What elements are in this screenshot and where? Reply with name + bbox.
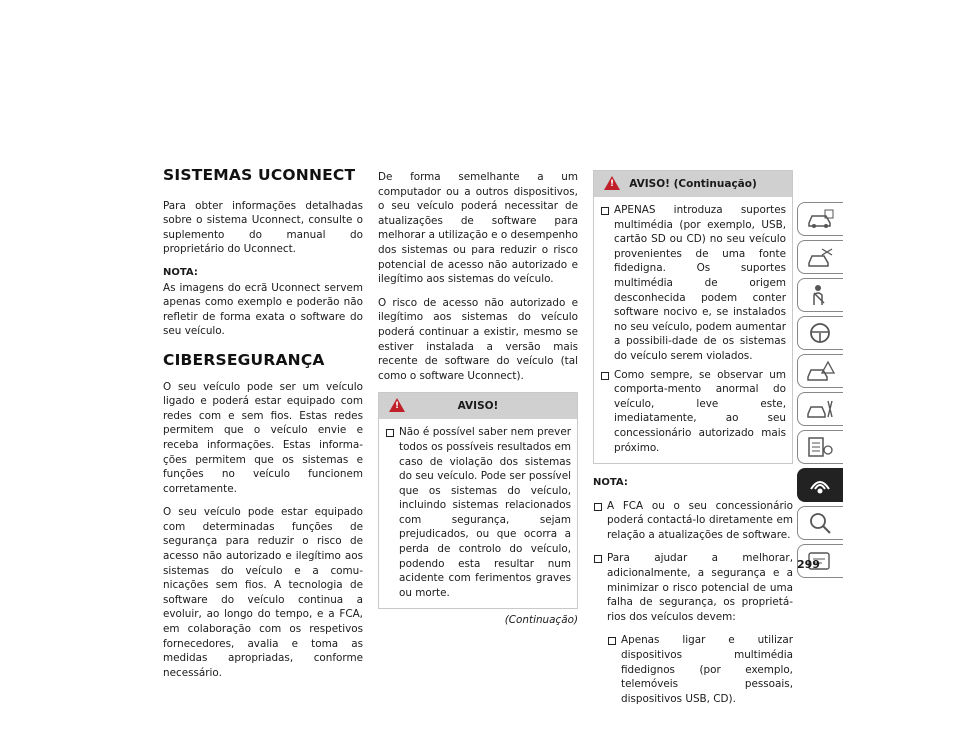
multimedia-icon xyxy=(806,473,836,497)
note-text: As imagens do ecrã Uconnect servem apenas como exemplo e poderão não refletir de forma exata o software do seu veículo. xyxy=(163,281,363,338)
warning-title: AVISO! xyxy=(457,400,499,413)
section-heading-cybersecurity: CIBERSEGURANÇA xyxy=(163,350,325,369)
warning-header xyxy=(594,170,792,197)
paragraph: O seu veículo pode estar equipado com determinadas funções de segurança para reduzir o risco de acesso não autorizado e ilegítimo aos sistemas do veículo e a comu-nicações sem fios. A tecnologia de software do veículo continua a evoluir, ao longo do tempo, e a FCA, em colaboração com os respetivos fornecedores, avalia e toma as medidas apropriadas, conforme necessário. xyxy=(163,506,363,679)
note-item: Para ajudar a melhorar, adicionalmente, a segurança e a minimizar o risco potencial de uma falha de segurança, os proprietá-rios dos veículos devem: xyxy=(593,551,793,624)
note-label: NOTA: xyxy=(163,266,198,278)
note-sub-item: Apenas ligar e utilizar dispositivos multimédia fidedignos (por exemplo, telemóveis pessoais, dispositivos USB, CD). xyxy=(607,633,793,706)
tab-car-service[interactable] xyxy=(797,392,843,426)
specs-list-icon xyxy=(806,435,836,459)
search-index-icon xyxy=(806,511,836,535)
paragraph: Para obter informações detalhadas sobre o sistema Uconnect, consulte o suplemento do manual do proprietário do Uconnect. xyxy=(163,199,363,256)
car-warning-icon xyxy=(806,359,836,383)
car-signal-icon xyxy=(806,245,836,269)
warning-box-continued xyxy=(593,170,793,464)
page-number: 299 xyxy=(797,558,820,571)
tab-car-info[interactable] xyxy=(797,202,843,236)
warning-title: AVISO! (Continuação) xyxy=(629,178,757,190)
section-heading-uconnect: SISTEMAS UCONNECT xyxy=(163,166,356,184)
tab-specs[interactable] xyxy=(797,430,843,464)
car-info-icon xyxy=(806,207,836,231)
column-1 xyxy=(163,168,363,689)
warning-box xyxy=(378,392,578,609)
note xyxy=(163,266,363,339)
column-3 xyxy=(593,170,793,710)
tab-car-signal[interactable] xyxy=(797,240,843,274)
continued-label: (Continuação) xyxy=(504,614,578,627)
steering-wheel-icon xyxy=(806,321,836,345)
note-item: A FCA ou o seu concessionário poderá contactá-lo diretamente em relação a atualizações de software. xyxy=(593,499,793,543)
tab-steering[interactable] xyxy=(797,316,843,350)
tab-multimedia[interactable] xyxy=(797,468,843,502)
paragraph: De forma semelhante a um computador ou a outros dispositivos, o seu veículo poderá necessitar de atualizações de software para melhorar a utilização e o desempenho dos sistemas ou para reduzir o risco potencial de acesso não autorizado e ilegítimo aos sistemas do veículo. xyxy=(378,171,578,286)
warning-item: Não é possível saber nem prever todos os possíveis resultados em caso de violação dos sistemas do seu veículo. Pode ser possível que os sistemas do veículo, incluindo sistemas relacionados com segurança, sejam prejudicados, ou que ocorra a perda de controlo do veículo, podendo esta resultar num acidente com ferimentos graves ou morte. xyxy=(385,425,571,600)
tab-car-warning[interactable] xyxy=(797,354,843,388)
warning-header xyxy=(379,392,577,419)
paragraph: O seu veículo pode ser um veículo ligado e poderá estar equipado com redes com e sem fios. Estas redes permitem que o veículo envie e receba informações. Estas informa-ções permitem que os sistemas e funções no veículo funcionem corretamente. xyxy=(163,380,363,495)
note-label: NOTA: xyxy=(593,477,628,489)
car-service-icon xyxy=(806,397,836,421)
chapter-tabs xyxy=(797,202,843,582)
seatbelt-icon xyxy=(806,283,836,307)
warning-item: APENAS introduza suportes multimédia (por exemplo, USB, cartão SD ou CD) no seu veículo provenientes de uma fonte fidedigna. Os suportes multimédia de origem desconhecida podem conter software nocivo e, se instalados no seu veículo, podem aumentar a possibili-dade de os sistemas do veículo serem violados. xyxy=(600,203,786,364)
tab-search[interactable] xyxy=(797,506,843,540)
tab-seatbelt[interactable] xyxy=(797,278,843,312)
warning-item: Como sempre, se observar um comporta-mento anormal do veículo, leve este, imediatamente, ao seu concessionário autorizado mais próximo. xyxy=(600,368,786,456)
column-2 xyxy=(378,170,578,628)
paragraph: O risco de acesso não autorizado e ilegítimo aos sistemas do veículo poderá continuar a existir, mesmo se estiver instalada a versão mais recente de software do veículo (tal como o software Uconnect). xyxy=(378,296,578,382)
